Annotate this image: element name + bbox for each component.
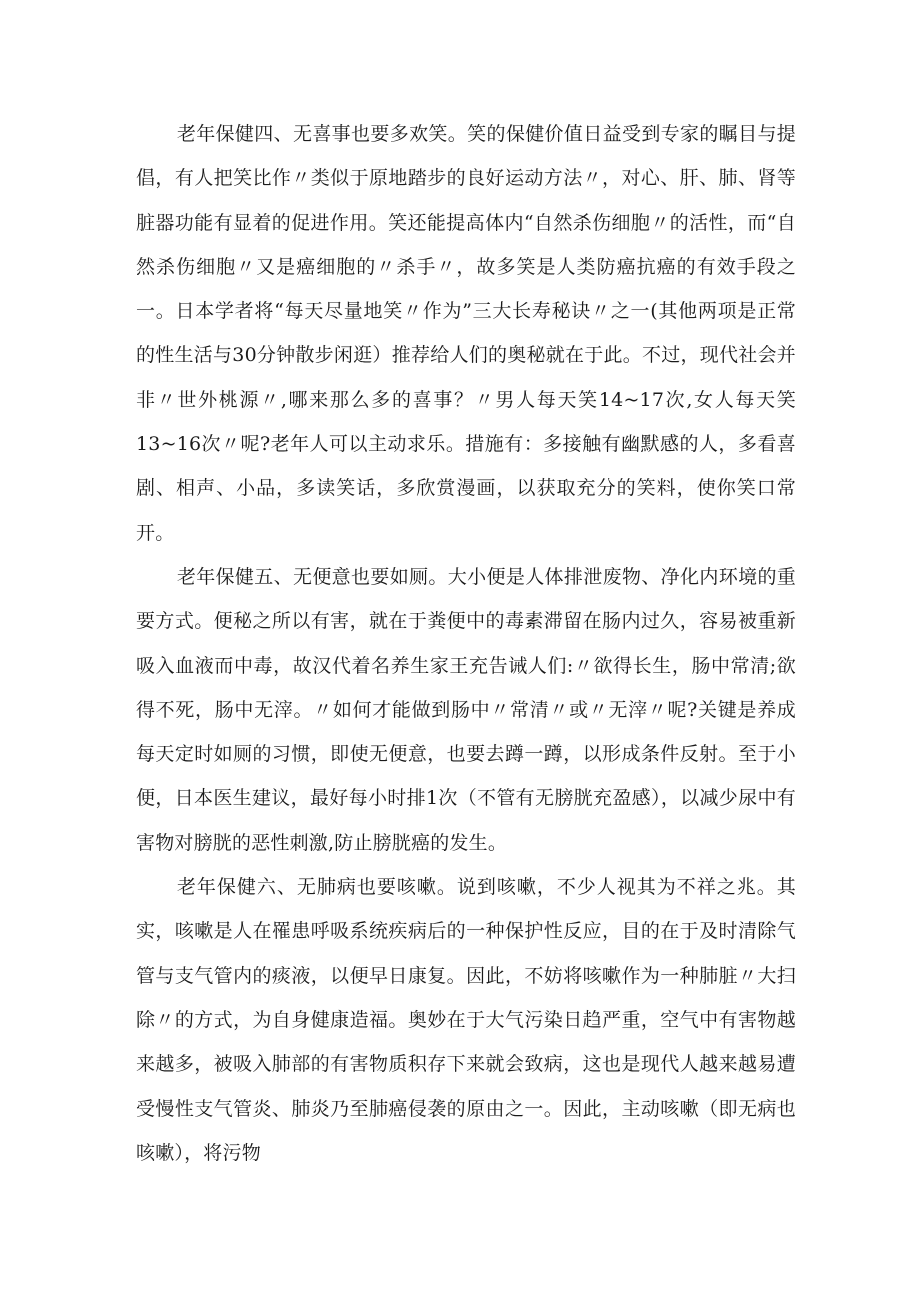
paragraph-laughter: 老年保健四、无喜事也要多欢笑。笑的保健价值日益受到专家的瞩目与提倡，有人把笑比作〃类似于原地踏步的良好运动方法〃，对心、肝、肺、肾等脏器功能有显着的促进作用。笑还能提高体内“自然杀伤细胞〃的活性，而“自然杀伤细胞〃又是癌细胞的〃杀手〃，故多笑是人类防癌抗癌的有效手段之一。日本学者将“每天尽量地笑〃作为”三大长寿秘诀〃之一(其他两项是正常的性生活与30分钟散步闲逛）推荐给人们的奥秘就在于此。不过，现代社会并非〃世外桃源〃,哪来那么多的喜事？〃男人每天笑14~17次,女人每天笑13~16次〃呢?老年人可以主动求乐。措施有：多接触有幽默感的人，多看喜剧、相声、小品，多读笑话，多欣赏漫画，以获取充分的笑料，使你笑口常开。	[136, 123, 796, 544]
paragraph-toilet: 老年保健五、无便意也要如厕。大小便是人体排泄废物、净化内环境的重要方式。便秘之所以有害，就在于粪便中的毒素滞留在肠内过久，容易被重新吸入血液而中毒，故汉代着名养生家王充告诫人们:〃欲得长生，肠中常清;欲得不死，肠中无滓。〃如何才能做到肠中〃常清〃或〃无滓〃呢?关键是养成每天定时如厕的习惯，即使无便意，也要去蹲一蹲，以形成条件反射。至于小便，日本医生建议，最好每小时排1次（不管有无膀胱充盈感），以减少尿中有害物对膀胱的恶性刺激,防止膀胱癌的发生。	[136, 565, 796, 854]
document-body	[136, 112, 796, 1175]
paragraph-cough: 老年保健六、无肺病也要咳嗽。说到咳嗽，不少人视其为不祥之兆。其实，咳嗽是人在罹患呼吸系统疾病后的一种保护性反应，目的在于及时清除气管与支气管内的痰液，以便早日康复。因此，不妨将咳嗽作为一种肺脏〃大扫除〃的方式，为自身健康造福。奥妙在于大气污染日趋严重，空气中有害物越来越多，被吸入肺部的有害物质积存下来就会致病，这也是现代人越来越易遭受慢性支气管炎、肺炎乃至肺癌侵袭的原由之一。因此，主动咳嗽（即无病也咳嗽），将污物	[136, 876, 796, 1164]
